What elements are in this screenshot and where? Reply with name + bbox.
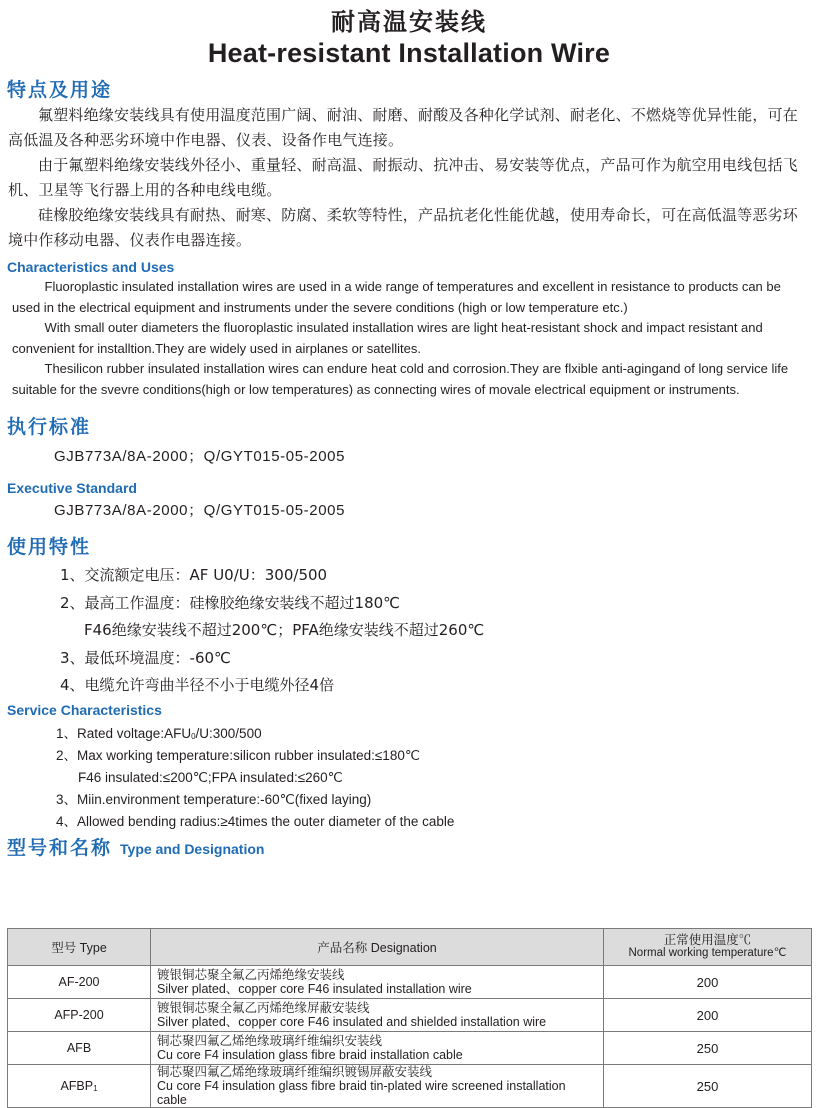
service-item-en-text: 1、Rated voltage:AFU <box>56 725 192 741</box>
cell-name <box>151 999 604 1032</box>
name-cn: 铜芯聚四氟乙烯绝缘玻璃纤维编织镀锡屏蔽安装线 <box>157 1064 433 1079</box>
table-row <box>8 999 812 1032</box>
name-en: Silver plated、copper core F46 insulated installation wire <box>157 982 472 996</box>
service-item-en <box>56 723 818 745</box>
standard-heading-cn: 执行标准 <box>7 416 92 438</box>
column-header-model: 型号 Type <box>8 929 151 966</box>
service-list-cn <box>0 562 818 700</box>
model-text: AFP-200 <box>54 1008 104 1022</box>
cell-name <box>151 1065 604 1108</box>
page-title-en: Heat-resistant Installation Wire <box>207 38 611 68</box>
name-cn: 镀银铜芯聚全氟乙丙烯绝缘安装线 <box>157 967 345 982</box>
cell-model <box>8 1065 151 1108</box>
service-item-cn: 4、电缆允许弯曲半径不小于电缆外径4倍 <box>60 676 335 694</box>
table-row <box>8 1065 812 1108</box>
standard-value-cn: GJB773A/8A-2000；Q/GYT015-05-2005 <box>54 448 346 465</box>
features-heading-en: Characteristics and Uses <box>7 259 175 275</box>
cell-model <box>8 966 151 999</box>
type-designation-table <box>7 928 812 1108</box>
service-list-en <box>0 723 818 833</box>
subscript: 0 <box>191 731 196 741</box>
service-item-en: 4、Allowed bending radius:≥4times the outer diameter of the cable <box>56 813 455 829</box>
cell-name <box>151 1032 604 1065</box>
features-text-cn <box>0 103 818 253</box>
cell-model <box>8 1032 151 1065</box>
features-paragraph-en: Thesilicon rubber insulated installation wires can endure heat cold and corrosion.They are flxible anti-agingand of long service life suitable for the svevre conditions(high or low temperatures) as connecting wires of movale electrical equipment or instruments. <box>12 361 789 397</box>
name-cn: 铜芯聚四氟乙烯绝缘玻璃纤维编织安装线 <box>157 1033 383 1048</box>
standard-heading-en: Executive Standard <box>7 480 137 496</box>
cell-temp: 250 <box>604 1065 812 1108</box>
column-header-temp-en: Normal working temperature℃ <box>628 947 787 959</box>
column-header-temp <box>604 929 812 966</box>
table-row <box>8 966 812 999</box>
column-header-temp-cn: 正常使用温度℃ <box>663 933 752 947</box>
cell-temp: 250 <box>604 1032 812 1065</box>
service-item-en: 2、Max working temperature:silicon rubber insulated:≤180℃ <box>56 747 420 763</box>
types-heading <box>7 833 818 863</box>
column-header-name: 产品名称 Designation <box>151 929 604 966</box>
name-en: Silver plated、copper core F46 insulated and shielded installation wire <box>157 1015 547 1029</box>
service-heading-cn: 使用特性 <box>7 536 92 558</box>
features-paragraph-en: Fluoroplastic insulated installation wires are used in a wide range of temperatures and excellent in resistance to products can be used in the electrical equipment and instruments under the severe conditions (high or low temperature etc.) <box>12 279 781 315</box>
model-text: AFBP <box>60 1079 94 1093</box>
features-paragraph-en: With small outer diameters the fluoroplastic insulated installation wires are light heat-resistant shock and impact resistant and convenient for installtion.They are widely used in airplanes or satellites. <box>12 320 763 356</box>
table-header-row <box>8 929 812 966</box>
table-row <box>8 1032 812 1065</box>
service-item-en: F46 insulated:≤200℃;FPA insulated:≤260℃ <box>78 769 343 785</box>
service-item-cn: 2、最高工作温度：硅橡胶绝缘安装线不超过180℃ <box>60 593 401 612</box>
features-paragraph-cn: 硅橡胶绝缘安装线具有耐热、耐寒、防腐、柔软等特性，产品抗老化性能优越，使用寿命长，可在高低温等恶劣环境中作移动电器、仪表作电器连接。 <box>8 206 799 249</box>
cell-temp: 200 <box>604 966 812 999</box>
service-heading-en: Service Characteristics <box>7 701 162 718</box>
features-heading-cn: 特点及用途 <box>7 79 113 101</box>
standard-value-en: GJB773A/8A-2000；Q/GYT015-05-2005 <box>54 502 346 519</box>
name-en: Cu core F4 insulation glass fibre braid installation cable <box>157 1048 463 1062</box>
types-heading-en: Type and Designation <box>120 840 265 857</box>
model-subscript: 1 <box>93 1084 98 1093</box>
model-text: AF-200 <box>58 975 100 989</box>
service-item-en: 3、Miin.environment temperature:-60℃(fixed laying) <box>56 791 372 807</box>
types-heading-cn: 型号和名称 <box>7 836 113 859</box>
cell-temp: 200 <box>604 999 812 1032</box>
name-en: Cu core F4 insulation glass fibre braid tin-plated wire screened installation cable <box>157 1079 566 1107</box>
features-paragraph-cn: 由于氟塑料绝缘安装线外径小、重量轻、耐高温、耐振动、抗冲击、易安装等优点，产品可作为航空用电线包括飞机、卫星等飞行器上用的各种电线电缆。 <box>8 156 799 199</box>
features-paragraph-cn: 氟塑料绝缘安装线具有使用温度范围广阔、耐油、耐磨、耐酸及各种化学试剂、耐老化、不燃烧等优异性能，可在高低温及各种恶劣环境中作电器、仪表、设备作电气连接。 <box>8 106 799 149</box>
service-item-cn: F46绝缘安装线不超过200℃；PFA绝缘安装线不超过260℃ <box>84 621 485 639</box>
model-text: AFB <box>66 1041 92 1055</box>
page-title-cn: 耐高温安装线 <box>331 8 487 36</box>
cell-model <box>8 999 151 1032</box>
features-text-en <box>0 277 818 400</box>
service-item-en-text: /U:300/500 <box>195 725 262 741</box>
service-item-cn: 3、最低环境温度：-60℃ <box>60 648 231 667</box>
service-item-cn: 1、交流额定电压：AF U0/U：300/500 <box>60 566 328 584</box>
name-cn: 镀银铜芯聚全氟乙丙烯绝缘屏蔽安装线 <box>157 1000 370 1015</box>
cell-name <box>151 966 604 999</box>
